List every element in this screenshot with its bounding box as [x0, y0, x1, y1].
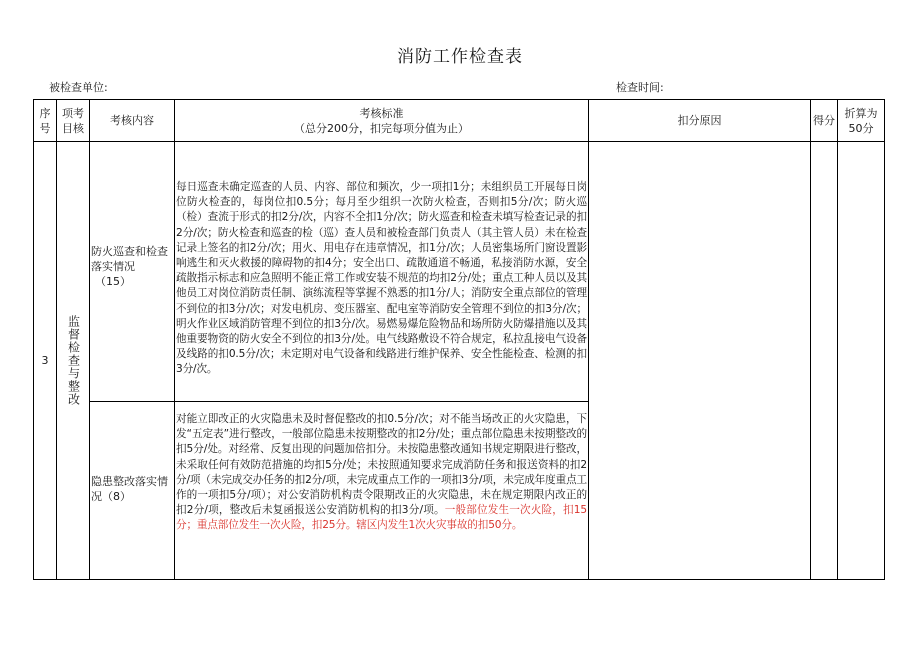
- header-item: 项考目核: [62, 106, 84, 135]
- sub1-standard: 每日巡查未确定巡查的人员、内容、部位和频次，少一项扣1分；未组织员工开展每日岗位防火检查的，每岗位扣0.5分；每月至少组织一次防火检查，否则扣5分/次；防火巡（检）查流于形式的扣2分/次，内容不全扣1分/次；防火巡查和检查未填写检查记录的扣2分/次；防火检查和巡查的检（巡）查人员和被检查部门负责人（其主管人员）未在检查记录上签名的扣2分/次；用火、用电存在违章情况，扣1分/次；人员密集场所门窗设置影响逃生和灭火救援的障碍物的扣4分；安全出口、疏散通道不畅通，私接消防水源，安全疏散指示标志和应急照明不能正常工作或安装不规范的均扣2分/处；重点工种人员以及其他员工对岗位消防责任制、演练流程等掌握不熟悉的扣1分/人；消防安全重点部位的管理不到位的扣3分/次；对发电机房、变压器室、配电室等消防安全管理不到位的扣3分/次；明火作业区域消防管理不到位的扣3分/次。易燃易爆危险物品和场所防火防爆措施以及其他重要物资的防火安全不到位的扣3分/处。电气线路敷设不符合规定，私拉乱接电气设备及线路的扣0.5分/次；未定期对电气设备和线路进行维护保养、安全性能检查、检测的扣3分/次。: [176, 181, 587, 376]
- score-cell: [811, 142, 837, 579]
- convert-cell: [838, 142, 884, 579]
- inspection-time-label: 检查时间:: [616, 81, 664, 94]
- sub1-content: 防火巡查和检查落实情况 （15）: [91, 245, 168, 288]
- header-content: 考核内容: [110, 114, 154, 127]
- header-score: 得分: [813, 114, 835, 127]
- row-seq: 3: [41, 354, 49, 367]
- sub2-content: 隐患整改落实情况（8）: [91, 475, 168, 503]
- page-title: 消防工作检查表: [397, 47, 523, 67]
- header-convert: 折算为 50分: [844, 106, 878, 135]
- header-reason: 扣分原因: [677, 114, 722, 127]
- row-item: 监督检查与整改: [66, 315, 81, 406]
- header-seq: 序号: [39, 106, 51, 135]
- inspected-unit-label: 被检查单位:: [49, 81, 108, 94]
- reason-cell: [589, 142, 810, 579]
- header-standard: 考核标准 （总分200分，扣完每项分值为止）: [294, 106, 469, 135]
- sub2-standard-red: 一般部位发生一次火险，扣15分；重点部位发生一次火险，扣25分。辖区内发生1次火灾事故的扣50分。: [176, 504, 587, 532]
- sub2-standard: 对能立即改正的火灾隐患未及时督促整改的扣0.5分/次；对不能当场改正的火灾隐患，下发“五定表”进行整改，一般部位隐患未按期整改的扣2分/处；重点部位隐患未按期整改的扣5分/处。对经常、反复出现的问题加倍扣分。未按隐患整改通知书规定期限进行整改，未采取任何有效防范措施的均扣5分/处；未按照通知要求完成消防任务和报送资料的扣2分/项（未完成交办任务的扣2分/项，未完成重点工作的一项扣3分/项，未完成年度重点工作的一项扣5分/项）；对公安消防机构责令限期改正的火灾隐患，未在规定期限内改正的扣2分/项，整改后未复函报送公安消防机构的扣3分/项。一般部位发生一次火险，扣15分；重点部位发生一次火险，扣25分。辖区内发生1次火灾事故的扣50分。: [176, 413, 587, 532]
